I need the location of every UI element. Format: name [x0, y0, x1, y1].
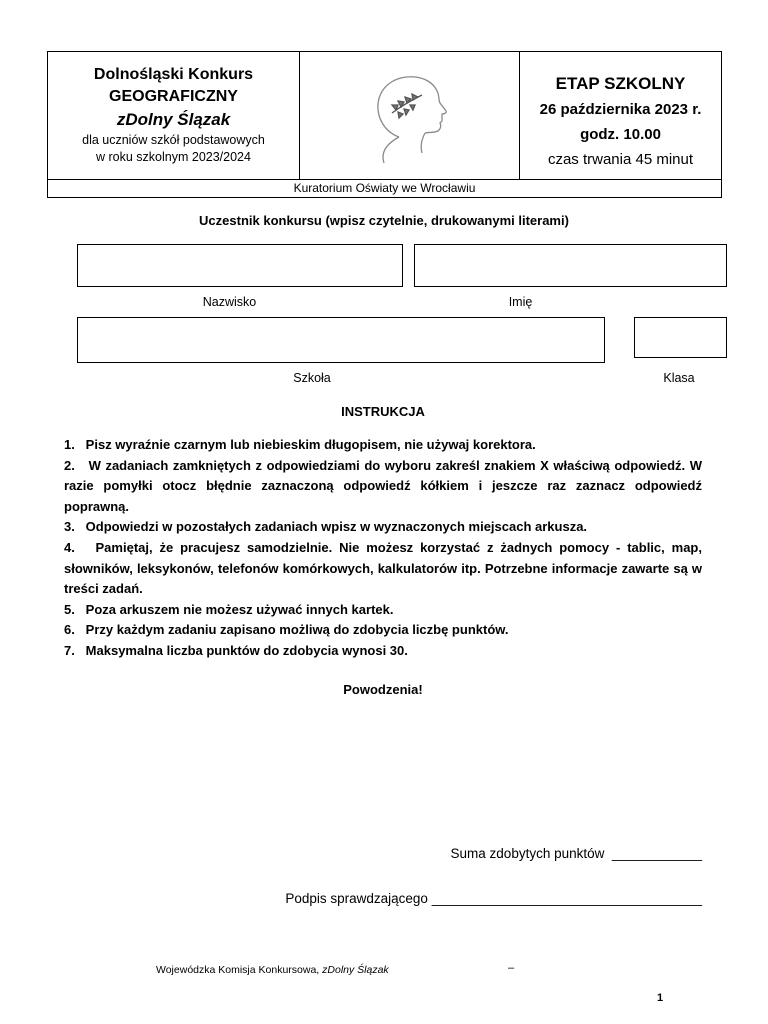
- header-contest-cell: [48, 52, 300, 180]
- footer-committee: [156, 964, 389, 976]
- class-field[interactable]: [634, 317, 727, 358]
- instruction-item: 5. Poza arkuszem nie możesz używać innych kartek.: [64, 601, 394, 617]
- head-laurel-logo-icon: [366, 67, 454, 167]
- closing-wish: Powodzenia!: [343, 682, 423, 697]
- instructions-title: INSTRUKCJA: [341, 404, 425, 419]
- instruction-item: 2. W zadaniach zamkniętych z odpowiedziami do wyboru zakreśl znakiem X właściwą odpowiedź. W razie pomyłki otocz błędnie zaznaczoną odpowiedź kółkiem i jeszcze raz zaznacz odpowiedź poprawną.: [64, 457, 702, 514]
- contest-audience: dla uczniów szkół podstawowych: [82, 133, 265, 147]
- exam-duration: czas trwania 45 minut: [547, 151, 694, 168]
- instructions-list: [64, 435, 702, 662]
- name-label: Imię: [508, 295, 533, 309]
- signature-row: [285, 891, 702, 906]
- instruction-item: 4. Pamiętaj, że pracujesz samodzielnie. Nie możesz korzystać z żadnych pomocy - tablic, map, słowników, leksykonów, telefonów komórkowych, kalkulatorów itp. Potrzebne informacje zawarte są w treści zadań.: [64, 539, 702, 597]
- header-top-row: [48, 52, 721, 180]
- instruction-item: 1. Pisz wyraźnie czarnym lub niebieskim długopisem, nie używaj korektora.: [64, 437, 536, 452]
- contest-subject: GEOGRAFICZNY: [109, 88, 238, 105]
- instruction-item: 7. Maksymalna liczba punktów do zdobycia wynosi 30.: [64, 642, 408, 658]
- footer-brand: zDolny Ślązak: [322, 964, 389, 976]
- footer-committee-text: Wojewódzka Komisja Konkursowa,: [156, 964, 323, 976]
- header-stage-cell: [520, 52, 721, 180]
- instruction-item: 6. Przy każdym zadaniu zapisano możliwą do zdobycia liczbę punktów.: [64, 622, 509, 638]
- contest-brand: zDolny Ślązak: [116, 110, 231, 129]
- school-label: Szkoła: [293, 371, 331, 385]
- page-number: 1: [657, 992, 664, 1004]
- footer-dash: –: [508, 962, 515, 974]
- contest-name: Dolnośląski Konkurs: [93, 66, 254, 83]
- exam-time: godz. 10.00: [580, 126, 661, 143]
- surname-field[interactable]: [77, 244, 403, 287]
- participant-heading: Uczestnik konkursu (wpisz czytelnie, drukowanymi literami): [199, 213, 569, 228]
- class-label: Klasa: [663, 371, 695, 385]
- stage-title: ETAP SZKOLNY: [555, 74, 686, 93]
- signature-line[interactable]: ____________________________________: [431, 891, 702, 906]
- signature-label: Podpis sprawdzającego: [285, 891, 428, 906]
- points-sum-row: [451, 846, 702, 861]
- header-organizer: Kuratorium Oświaty we Wrocławiu: [293, 181, 476, 195]
- header-logo-cell: [300, 52, 520, 180]
- instruction-item: 3. Odpowiedzi w pozostałych zadaniach wpisz w wyznaczonych miejscach arkusza.: [64, 519, 588, 535]
- surname-label: Nazwisko: [202, 295, 257, 309]
- points-sum-line[interactable]: ____________: [611, 846, 702, 861]
- name-field[interactable]: [414, 244, 727, 287]
- exam-date: 26 października 2023 r.: [539, 101, 702, 118]
- header-table: [47, 51, 722, 198]
- contest-school-year: w roku szkolnym 2023/2024: [96, 150, 251, 164]
- points-sum-label: Suma zdobytych punktów: [450, 846, 605, 861]
- school-field[interactable]: [77, 317, 605, 363]
